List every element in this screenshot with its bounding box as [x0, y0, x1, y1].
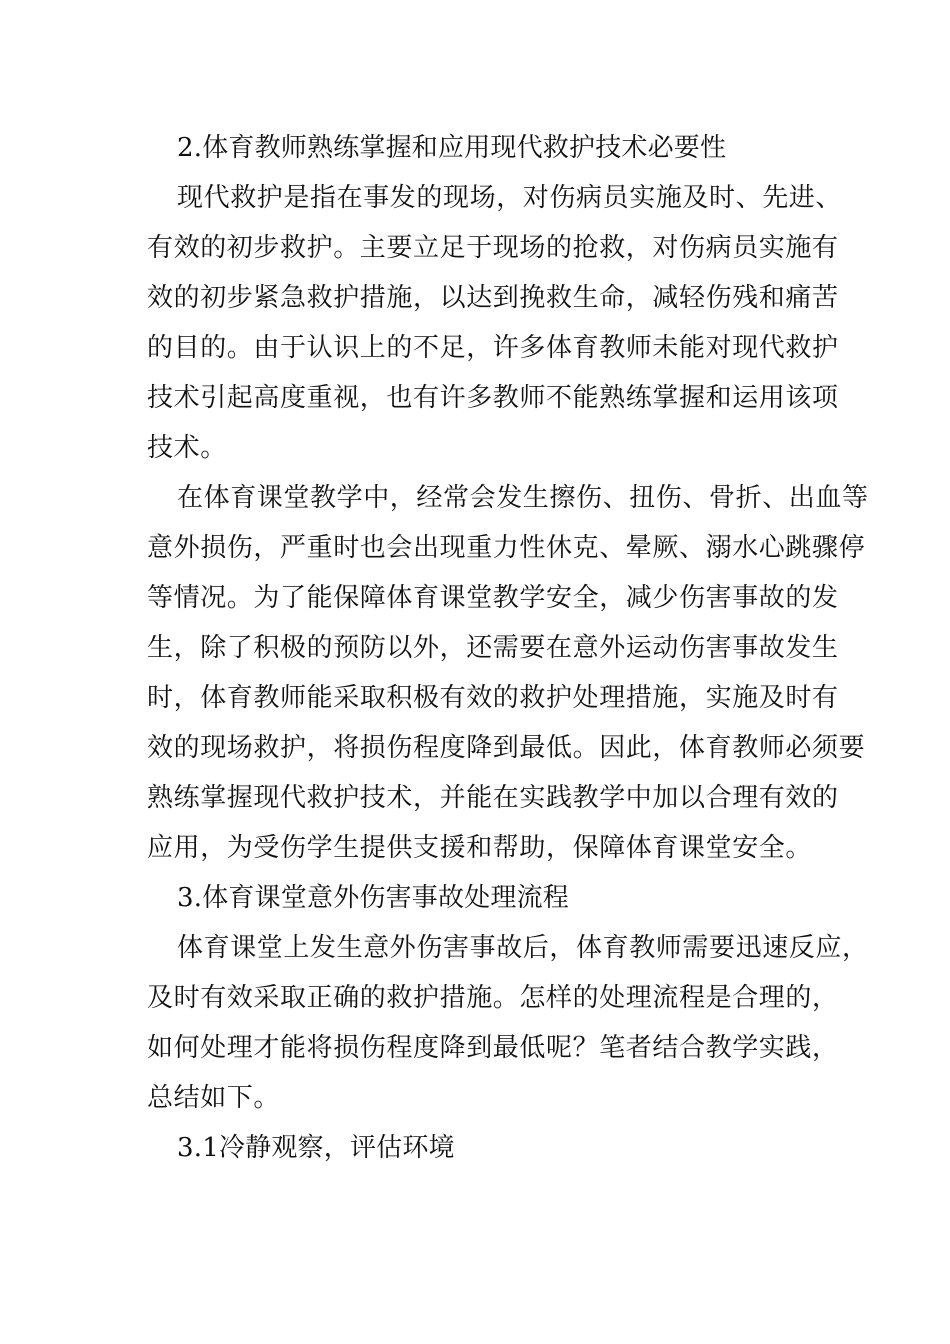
paragraph-line: 总结如下。	[147, 1083, 281, 1113]
paragraph-line: 等情况。为了能保障体育课堂教学安全，减少伤害事故的发	[147, 583, 839, 613]
paragraph-line: 时，体育教师能采取积极有效的救护处理措施，实施及时有	[147, 683, 839, 713]
paragraph-line: 的目的。由于认识上的不足，许多体育教师未能对现代救护	[147, 333, 839, 363]
section-3-1-subheading: 3.1冷静观察，评估环境	[177, 1133, 455, 1163]
paragraph-line: 应用，为受伤学生提供支援和帮助，保障体育课堂安全。	[147, 833, 813, 863]
section-3-heading: 3.体育课堂意外伤害事故处理流程	[177, 883, 570, 913]
paragraph-line: 及时有效采取正确的救护措施。怎样的处理流程是合理的，	[147, 983, 839, 1013]
paragraph-line: 技术引起高度重视，也有许多教师不能熟练掌握和运用该项	[147, 383, 839, 413]
paragraph-line: 现代救护是指在事发的现场，对伤病员实施及时、先进、	[177, 183, 843, 213]
paragraph-line: 效的现场救护，将损伤程度降到最低。因此，体育教师必须要	[147, 733, 866, 763]
paragraph-line: 生，除了积极的预防以外，还需要在意外运动伤害事故发生	[147, 633, 839, 663]
paragraph-line: 意外损伤，严重时也会出现重力性休克、晕厥、溺水心跳骤停	[147, 533, 866, 563]
paragraph-line: 体育课堂上发生意外伤害事故后，体育教师需要迅速反应，	[177, 933, 869, 963]
paragraph-line: 效的初步紧急救护措施，以达到挽救生命，减轻伤残和痛苦	[147, 283, 839, 313]
paragraph-line: 如何处理才能将损伤程度降到最低呢？笔者结合教学实践，	[147, 1033, 839, 1063]
paragraph-line: 熟练掌握现代救护技术，并能在实践教学中加以合理有效的	[147, 783, 839, 813]
section-2-heading: 2.体育教师熟练掌握和应用现代救护技术必要性	[177, 133, 727, 163]
paragraph-line: 在体育课堂教学中，经常会发生擦伤、扭伤、骨折、出血等	[177, 483, 869, 513]
paragraph-line: 有效的初步救护。主要立足于现场的抢救，对伤病员实施有	[147, 233, 839, 263]
paragraph-line: 技术。	[147, 433, 227, 463]
